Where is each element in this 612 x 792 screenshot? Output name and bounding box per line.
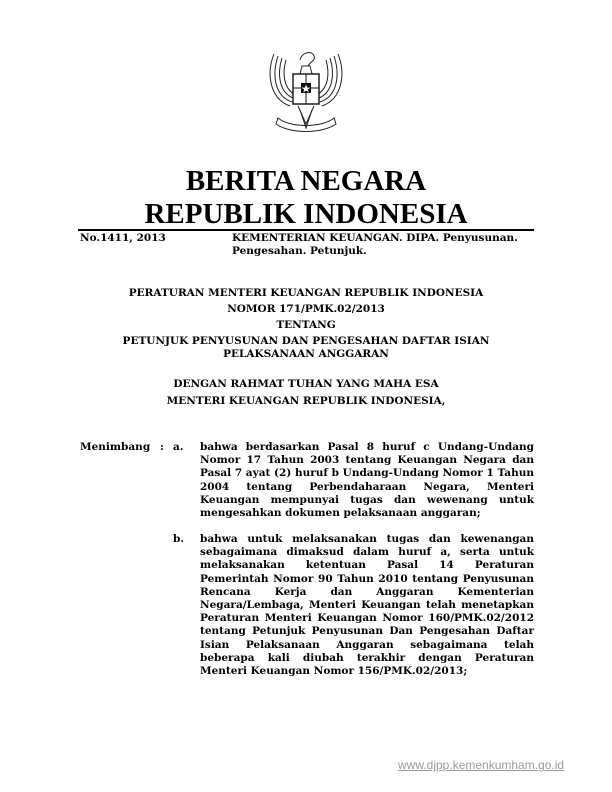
gazette-number: No.1411, 2013: [80, 232, 166, 244]
considering-label: Menimbang: [80, 441, 151, 453]
masthead-title-line2: REPUBLIK INDONESIA: [144, 198, 468, 230]
considering-item-marker-a: a.: [173, 441, 184, 453]
considering-item-b: bahwa untuk melaksanakan tugas dan kewenangan sebagaimana dimaksud dalam huruf a, serta untuk melaksanakan ketentuan Pasal 14 Peraturan Pemerintah Nomor 90 Tahun 2010 tentang Penyusunan Rencana Kerja dan Anggaran Kementerian Negara/Lembaga, Menteri Keuangan telah menetapkan Peraturan Menteri Keuangan Nomor 160/PMK.02/2012 tentang Petunjuk Penyusunan Dan Pengesahan Daftar Isian Pelaksanaan Anggaran sebagaimana telah beberapa kali diubah terakhir dengan Peraturan Menteri Keuangan Nomor 156/PMK.02/2013;: [200, 533, 534, 678]
preamble-line2: MENTERI KEUANGAN REPUBLIK INDONESIA,: [166, 395, 446, 407]
considering-item-marker-b: b.: [173, 533, 184, 545]
considering-item-a: bahwa berdasarkan Pasal 8 huruf c Undang-Undang Nomor 17 Tahun 2003 tentang Keuangan Negara dan Pasal 7 ayat (2) huruf b Undang-Undang Nomor 1 Tahun 2004 tentang Perbendaharaan Negara, Menteri Keuangan mempunyai tugas dan wewenang untuk mengesahkan dokumen pelaksanaan anggaran;: [200, 441, 534, 520]
garuda-pancasila-emblem-icon: [260, 44, 352, 140]
regulation-subject-line2: PELAKSANAAN ANGGARAN: [223, 348, 389, 360]
regulation-subject-line1: PETUNJUK PENYUSUNAN DAN PENGESAHAN DAFTAR ISIAN: [122, 335, 490, 347]
preamble-line1: DENGAN RAHMAT TUHAN YANG MAHA ESA: [173, 378, 439, 390]
regulation-about: TENTANG: [276, 319, 336, 331]
regulation-number: NOMOR 171/PMK.02/2013: [227, 303, 385, 315]
regulation-title: PERATURAN MENTERI KEUANGAN REPUBLIK INDONESIA: [128, 287, 484, 299]
masthead-title-line1: BERITA NEGARA: [185, 165, 427, 197]
watermark-link[interactable]: www.djpp.kemenkumham.go.id: [398, 758, 565, 772]
gazette-category: KEMENTERIAN KEUANGAN. DIPA. Penyusunan. Pengesahan. Petunjuk.: [232, 232, 518, 257]
header-divider: [78, 229, 534, 231]
considering-colon: :: [160, 441, 164, 453]
